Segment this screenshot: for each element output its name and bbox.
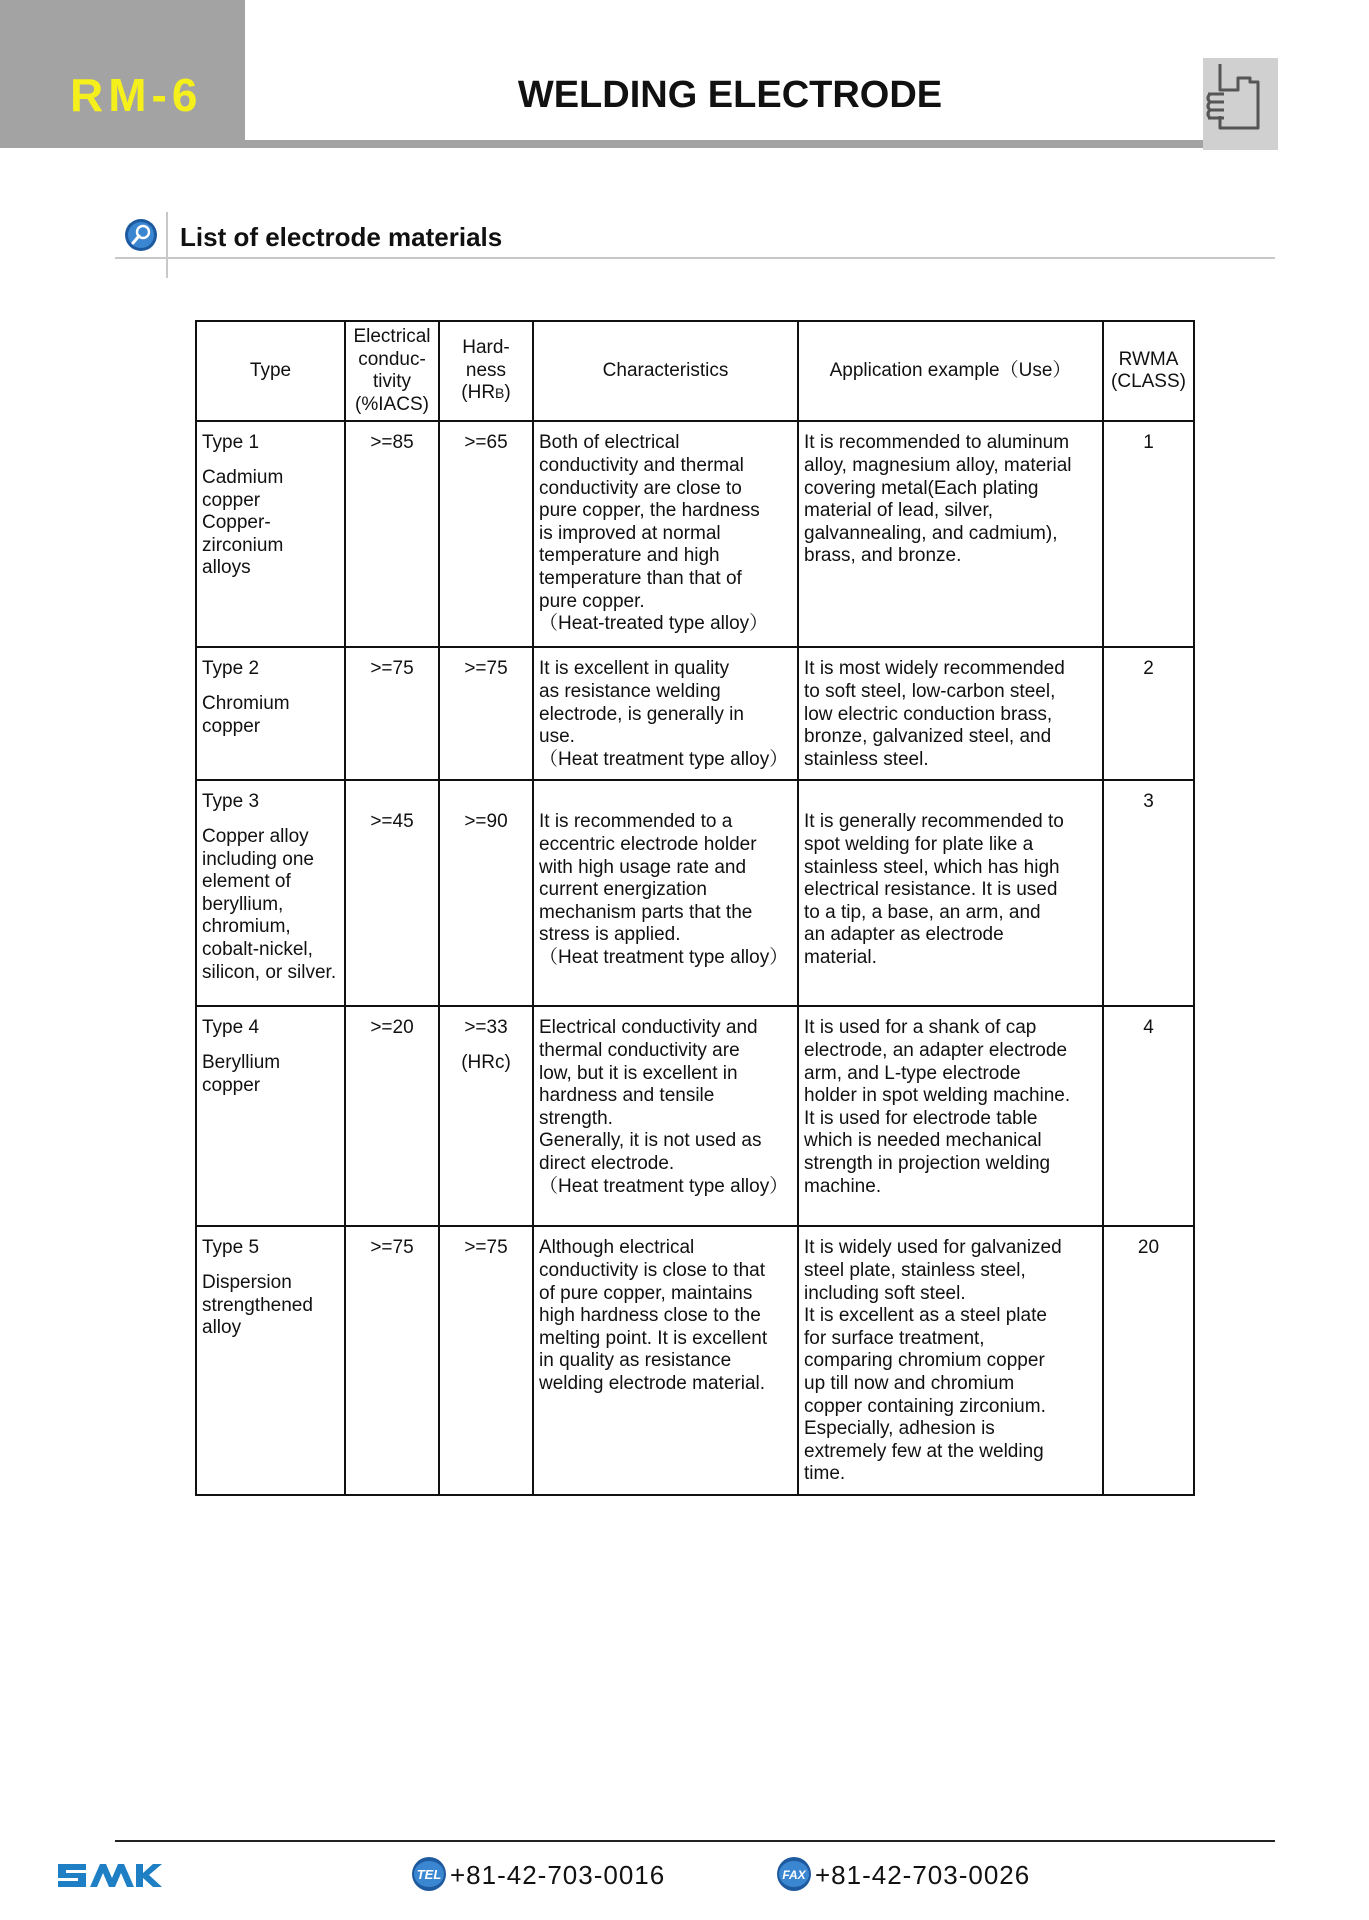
rwma-class-cell: 1: [1103, 421, 1194, 647]
electrode-materials-table: [195, 320, 1195, 1496]
section-rule: [115, 257, 1275, 259]
rwma-class-cell: 20: [1103, 1226, 1194, 1495]
conductivity-cell: >=20: [345, 1006, 439, 1226]
application-cell: It is generally recommended to spot welding for plate like a stainless steel, which has high electrical resistance. It is used to a tip, a base, an arm, and an adapter as electrode material.: [798, 780, 1103, 1006]
hardness-cell: >=90: [439, 780, 533, 1006]
type-cell: Type 2 Chromium copper: [196, 647, 345, 780]
company-logo-text: SMK: [56, 1847, 91, 1864]
type-cell: Type 4 Beryllium copper: [196, 1006, 345, 1226]
header-rwma: RWMA (CLASS): [1103, 321, 1194, 421]
application-cell: It is used for a shank of cap electrode, an adapter electrode arm, and L-type electrode holder in spot welding machine. It is used for electrode table which is needed mechanical strength in projection welding machine.: [798, 1006, 1103, 1226]
table-row: [196, 1006, 1194, 1226]
magnifier-icon: [124, 218, 158, 252]
header-application: Application example（Use）: [798, 321, 1103, 421]
page-code: RM-6: [70, 69, 203, 121]
pointing-hand-icon: [1198, 50, 1278, 150]
header-type: Type: [196, 321, 345, 421]
table-header-row: [196, 321, 1194, 421]
header-conductivity: Electrical conduc- tivity (%IACS): [345, 321, 439, 421]
header-rule: [0, 140, 1242, 148]
fax-number: +81-42-703-0026: [815, 1860, 1031, 1890]
characteristics-cell: Both of electrical conductivity and thermal conductivity are close to pure copper, the hardness is improved at normal temperature and high temperature than that of pure copper. （Heat-treated type alloy）: [533, 421, 798, 647]
phone-number: +81-42-703-0016: [450, 1860, 666, 1890]
rwma-class-cell: 3: [1103, 780, 1194, 1006]
header-characteristics: Characteristics: [533, 321, 798, 421]
rwma-class-cell: 4: [1103, 1006, 1194, 1226]
type-cell: Type 5 Dispersion strengthened alloy: [196, 1226, 345, 1495]
rwma-class-cell: 2: [1103, 647, 1194, 780]
hardness-cell: >=33 (HRc): [439, 1006, 533, 1226]
conductivity-cell: >=75: [345, 1226, 439, 1495]
page-title: WELDING ELECTRODE: [517, 74, 943, 116]
application-cell: It is recommended to aluminum alloy, magnesium alloy, material covering metal(Each plating material of lead, silver, galvannealing, and cadmium), brass, and bronze.: [798, 421, 1103, 647]
conductivity-cell: >=85: [345, 421, 439, 647]
characteristics-cell: Electrical conductivity and thermal conductivity are low, but it is excellent in hardness and tensile strength. Generally, it is not used as direct electrode. （Heat treatment type alloy）: [533, 1006, 798, 1226]
type-cell: Type 3 Copper alloy including one element of beryllium, chromium, cobalt-nickel, silicon, or silver.: [196, 780, 345, 1006]
company-logo: [56, 1847, 162, 1890]
application-cell: It is widely used for galvanized steel plate, stainless steel, including soft steel. It is excellent as a steel plate for surface treatment, comparing chromium copper up till now and chromium copper containing zirconium. Especially, adhesion is extremely few at the welding time.: [798, 1226, 1103, 1495]
application-cell: It is most widely recommended to soft steel, low-carbon steel, low electric conduction brass, bronze, galvanized steel, and stainless steel.: [798, 647, 1103, 780]
svg-text:FAX: FAX: [782, 1868, 806, 1882]
characteristics-cell: Although electrical conductivity is close to that of pure copper, maintains high hardness close to the melting point. It is excellent in quality as resistance welding electrode material.: [533, 1226, 798, 1495]
footer-rule: [115, 1840, 1275, 1842]
conductivity-cell: >=75: [345, 647, 439, 780]
table-row: [196, 421, 1194, 647]
type-cell: Type 1 Cadmium copper Copper- zirconium alloys: [196, 421, 345, 647]
characteristics-cell: It is excellent in quality as resistance welding electrode, is generally in use. （Heat treatment type alloy）: [533, 647, 798, 780]
hardness-cell: >=65: [439, 421, 533, 647]
table-row: [196, 647, 1194, 780]
characteristics-cell: It is recommended to a eccentric electrode holder with high usage rate and current energization mechanism parts that the stress is applied. （Heat treatment type alloy）: [533, 780, 798, 1006]
hardness-cell: >=75: [439, 647, 533, 780]
hardness-cell: >=75: [439, 1226, 533, 1495]
tel-icon: [410, 1856, 448, 1892]
section-title: List of electrode materials: [180, 222, 503, 252]
header-hardness: Hard- ness (HRB): [439, 321, 533, 421]
fax-icon: [775, 1856, 813, 1892]
svg-text:TEL: TEL: [416, 1867, 442, 1882]
table-row: [196, 1226, 1194, 1495]
section-divider: [166, 212, 168, 278]
table-row: [196, 780, 1194, 1006]
conductivity-cell: >=45: [345, 780, 439, 1006]
